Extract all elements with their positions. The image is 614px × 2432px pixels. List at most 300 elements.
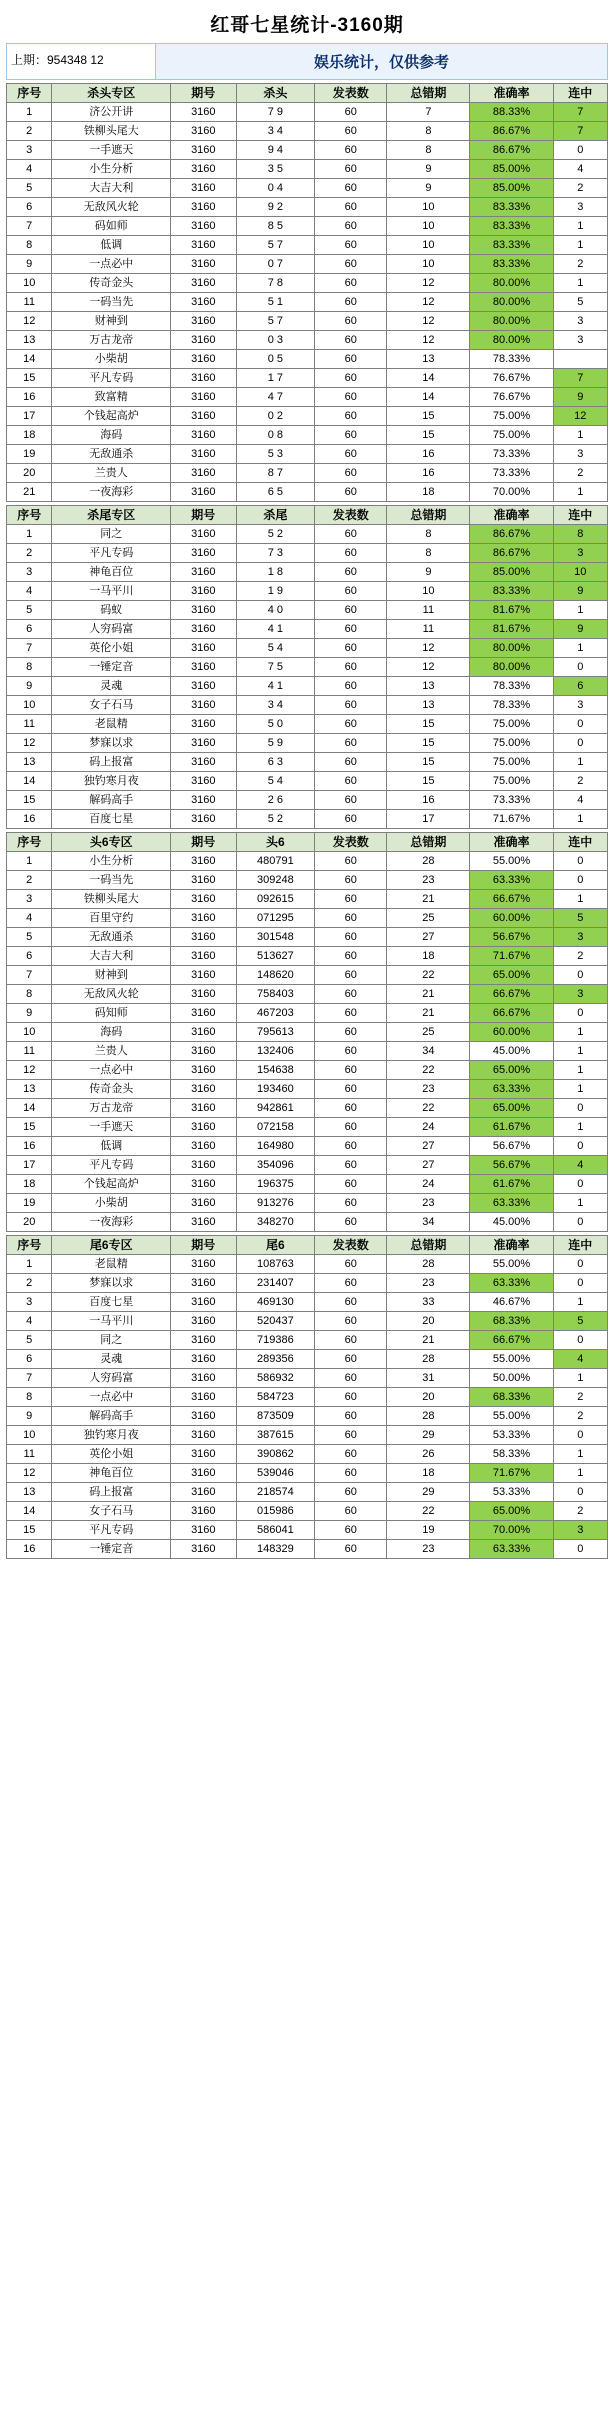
cell-3: 289356 — [236, 1350, 315, 1369]
cell-3: 7 9 — [236, 103, 315, 122]
cell-1: 英伦小姐 — [52, 1445, 171, 1464]
column-header: 序号 — [7, 833, 52, 852]
cell-0: 9 — [7, 255, 52, 274]
cell-7: 1 — [553, 639, 607, 658]
cell-0: 4 — [7, 909, 52, 928]
cell-5: 23 — [387, 1194, 470, 1213]
cell-7: 1 — [553, 753, 607, 772]
cell-1: 大吉大利 — [52, 947, 171, 966]
cell-2: 3160 — [171, 445, 236, 464]
cell-4: 60 — [315, 1350, 387, 1369]
cell-2: 3160 — [171, 1004, 236, 1023]
cell-2: 3160 — [171, 620, 236, 639]
cell-6: 73.33% — [470, 445, 553, 464]
cell-6: 45.00% — [470, 1213, 553, 1232]
cell-5: 13 — [387, 696, 470, 715]
cell-6: 70.00% — [470, 1521, 553, 1540]
cell-1: 铁柳头尾大 — [52, 122, 171, 141]
column-header: 序号 — [7, 84, 52, 103]
cell-3: 4 7 — [236, 388, 315, 407]
table-row — [7, 1118, 608, 1137]
cell-4: 60 — [315, 1175, 387, 1194]
cell-1: 兰贵人 — [52, 464, 171, 483]
table-row — [7, 1213, 608, 1232]
cell-3: 196375 — [236, 1175, 315, 1194]
cell-5: 21 — [387, 1004, 470, 1023]
page-title: 红哥七星统计-3160期 — [210, 15, 404, 36]
table-row — [7, 658, 608, 677]
cell-6: 80.00% — [470, 658, 553, 677]
cell-1: 无敌风火轮 — [52, 985, 171, 1004]
cell-7: 1 — [553, 1369, 607, 1388]
cell-6: 88.33% — [470, 103, 553, 122]
cell-3: 5 0 — [236, 715, 315, 734]
cell-5: 22 — [387, 1099, 470, 1118]
table-row — [7, 1175, 608, 1194]
column-header: 期号 — [171, 506, 236, 525]
cell-1: 码蚁 — [52, 601, 171, 620]
cell-4: 60 — [315, 1521, 387, 1540]
cell-0: 7 — [7, 639, 52, 658]
cell-7: 0 — [553, 1099, 607, 1118]
cell-0: 10 — [7, 1023, 52, 1042]
cell-3: 539046 — [236, 1464, 315, 1483]
cell-4: 60 — [315, 677, 387, 696]
cell-2: 3160 — [171, 871, 236, 890]
cell-4: 60 — [315, 1061, 387, 1080]
cell-3: 0 5 — [236, 350, 315, 369]
cell-5: 7 — [387, 103, 470, 122]
cell-2: 3160 — [171, 1213, 236, 1232]
cell-4: 60 — [315, 928, 387, 947]
cell-1: 码知师 — [52, 1004, 171, 1023]
table-row — [7, 1023, 608, 1042]
cell-3: 0 4 — [236, 179, 315, 198]
cell-7: 1 — [553, 1194, 607, 1213]
cell-3: 480791 — [236, 852, 315, 871]
cell-1: 码上报富 — [52, 753, 171, 772]
cell-4: 60 — [315, 293, 387, 312]
cell-7: 0 — [553, 1540, 607, 1559]
cell-6: 80.00% — [470, 312, 553, 331]
cell-5: 10 — [387, 236, 470, 255]
cell-4: 60 — [315, 350, 387, 369]
cell-3: 7 8 — [236, 274, 315, 293]
cell-0: 9 — [7, 1004, 52, 1023]
summary-bar — [6, 43, 608, 80]
last-period-info: 上期：954348 12 — [7, 44, 156, 79]
statistics-tables — [6, 83, 608, 1559]
cell-2: 3160 — [171, 426, 236, 445]
cell-3: 2 6 — [236, 791, 315, 810]
cell-3: 390862 — [236, 1445, 315, 1464]
cell-7: 7 — [553, 122, 607, 141]
cell-0: 13 — [7, 331, 52, 350]
column-header: 连中 — [553, 1236, 607, 1255]
cell-1: 一点必中 — [52, 1388, 171, 1407]
cell-7: 9 — [553, 582, 607, 601]
column-header: 总错期 — [387, 84, 470, 103]
cell-5: 12 — [387, 331, 470, 350]
table-row — [7, 620, 608, 639]
table-row — [7, 1521, 608, 1540]
cell-5: 25 — [387, 1023, 470, 1042]
table-row — [7, 947, 608, 966]
cell-2: 3160 — [171, 293, 236, 312]
cell-5: 8 — [387, 122, 470, 141]
cell-4: 60 — [315, 1023, 387, 1042]
cell-2: 3160 — [171, 852, 236, 871]
cell-4: 60 — [315, 1293, 387, 1312]
table-header-row — [7, 833, 608, 852]
cell-0: 3 — [7, 1293, 52, 1312]
cell-1: 女子石马 — [52, 1502, 171, 1521]
cell-1: 传奇金头 — [52, 274, 171, 293]
cell-2: 3160 — [171, 1255, 236, 1274]
table-row — [7, 1540, 608, 1559]
cell-3: 154638 — [236, 1061, 315, 1080]
cell-4: 60 — [315, 483, 387, 502]
cell-6: 75.00% — [470, 734, 553, 753]
cell-2: 3160 — [171, 1194, 236, 1213]
cell-1: 万古龙帝 — [52, 331, 171, 350]
cell-6: 55.00% — [470, 1350, 553, 1369]
cell-2: 3160 — [171, 909, 236, 928]
cell-7: 0 — [553, 141, 607, 160]
column-header: 序号 — [7, 506, 52, 525]
cell-5: 12 — [387, 312, 470, 331]
cell-3: 9 4 — [236, 141, 315, 160]
cell-5: 29 — [387, 1483, 470, 1502]
cell-4: 60 — [315, 122, 387, 141]
cell-1: 一点必中 — [52, 1061, 171, 1080]
cell-5: 21 — [387, 985, 470, 1004]
cell-1: 神龟百位 — [52, 1464, 171, 1483]
cell-1: 低调 — [52, 236, 171, 255]
column-header: 发表数 — [315, 506, 387, 525]
cell-6: 56.67% — [470, 1137, 553, 1156]
cell-6: 61.67% — [470, 1118, 553, 1137]
cell-0: 5 — [7, 179, 52, 198]
cell-4: 60 — [315, 1255, 387, 1274]
cell-7: 4 — [553, 160, 607, 179]
cell-0: 6 — [7, 620, 52, 639]
cell-7: 1 — [553, 1023, 607, 1042]
cell-2: 3160 — [171, 464, 236, 483]
cell-5: 31 — [387, 1369, 470, 1388]
cell-5: 15 — [387, 772, 470, 791]
table-row — [7, 407, 608, 426]
cell-3: 795613 — [236, 1023, 315, 1042]
cell-2: 3160 — [171, 601, 236, 620]
cell-0: 14 — [7, 1099, 52, 1118]
cell-0: 19 — [7, 445, 52, 464]
cell-5: 22 — [387, 966, 470, 985]
cell-6: 55.00% — [470, 852, 553, 871]
cell-1: 灵魂 — [52, 1350, 171, 1369]
cell-7: 3 — [553, 198, 607, 217]
stats-table — [6, 83, 608, 502]
table-row — [7, 563, 608, 582]
cell-0: 18 — [7, 1175, 52, 1194]
column-header: 头6专区 — [52, 833, 171, 852]
cell-0: 3 — [7, 563, 52, 582]
cell-4: 60 — [315, 1445, 387, 1464]
cell-1: 老鼠精 — [52, 715, 171, 734]
cell-6: 85.00% — [470, 563, 553, 582]
table-row — [7, 331, 608, 350]
cell-6: 76.67% — [470, 388, 553, 407]
cell-2: 3160 — [171, 1312, 236, 1331]
cell-7: 2 — [553, 464, 607, 483]
cell-4: 60 — [315, 160, 387, 179]
cell-0: 12 — [7, 734, 52, 753]
cell-2: 3160 — [171, 255, 236, 274]
cell-2: 3160 — [171, 141, 236, 160]
cell-7: 3 — [553, 312, 607, 331]
cell-2: 3160 — [171, 122, 236, 141]
cell-3: 913276 — [236, 1194, 315, 1213]
cell-4: 60 — [315, 909, 387, 928]
cell-1: 海码 — [52, 1023, 171, 1042]
table-row — [7, 544, 608, 563]
cell-0: 11 — [7, 1445, 52, 1464]
table-row — [7, 483, 608, 502]
cell-1: 平凡专码 — [52, 369, 171, 388]
cell-2: 3160 — [171, 1369, 236, 1388]
cell-7: 0 — [553, 658, 607, 677]
cell-0: 8 — [7, 985, 52, 1004]
cell-0: 6 — [7, 198, 52, 217]
cell-0: 2 — [7, 122, 52, 141]
cell-2: 3160 — [171, 985, 236, 1004]
cell-2: 3160 — [171, 1080, 236, 1099]
cell-2: 3160 — [171, 1042, 236, 1061]
cell-4: 60 — [315, 544, 387, 563]
cell-4: 60 — [315, 445, 387, 464]
cell-5: 16 — [387, 464, 470, 483]
cell-0: 1 — [7, 103, 52, 122]
cell-1: 小柴胡 — [52, 350, 171, 369]
cell-2: 3160 — [171, 483, 236, 502]
table-row — [7, 255, 608, 274]
cell-3: 469130 — [236, 1293, 315, 1312]
cell-1: 一马平川 — [52, 582, 171, 601]
column-header: 尾6 — [236, 1236, 315, 1255]
cell-3: 1 8 — [236, 563, 315, 582]
cell-1: 小生分析 — [52, 160, 171, 179]
cell-4: 60 — [315, 1042, 387, 1061]
cell-1: 济公开讲 — [52, 103, 171, 122]
table-row — [7, 1293, 608, 1312]
cell-2: 3160 — [171, 928, 236, 947]
table-header-row — [7, 506, 608, 525]
cell-5: 9 — [387, 160, 470, 179]
cell-2: 3160 — [171, 331, 236, 350]
table-row — [7, 312, 608, 331]
cell-7: 1 — [553, 890, 607, 909]
column-header: 尾6专区 — [52, 1236, 171, 1255]
column-header: 期号 — [171, 84, 236, 103]
column-header: 总错期 — [387, 506, 470, 525]
column-header: 总错期 — [387, 1236, 470, 1255]
cell-0: 1 — [7, 1255, 52, 1274]
cell-4: 60 — [315, 871, 387, 890]
cell-4: 60 — [315, 525, 387, 544]
column-header: 发表数 — [315, 833, 387, 852]
cell-7: 5 — [553, 909, 607, 928]
cell-5: 8 — [387, 525, 470, 544]
table-row — [7, 141, 608, 160]
cell-5: 10 — [387, 255, 470, 274]
cell-5: 18 — [387, 947, 470, 966]
cell-0: 8 — [7, 658, 52, 677]
cell-0: 20 — [7, 1213, 52, 1232]
cell-3: 1 7 — [236, 369, 315, 388]
cell-0: 7 — [7, 966, 52, 985]
cell-3: 218574 — [236, 1483, 315, 1502]
cell-7: 3 — [553, 985, 607, 1004]
cell-6: 66.67% — [470, 985, 553, 1004]
cell-6: 80.00% — [470, 274, 553, 293]
cell-0: 14 — [7, 772, 52, 791]
cell-7: 1 — [553, 1042, 607, 1061]
cell-7: 1 — [553, 483, 607, 502]
table-row — [7, 236, 608, 255]
cell-1: 梦寐以求 — [52, 734, 171, 753]
cell-3: 148620 — [236, 966, 315, 985]
cell-7: 1 — [553, 274, 607, 293]
cell-1: 小柴胡 — [52, 1194, 171, 1213]
cell-1: 无敌风火轮 — [52, 198, 171, 217]
cell-2: 3160 — [171, 1118, 236, 1137]
table-row — [7, 928, 608, 947]
cell-7: 1 — [553, 1445, 607, 1464]
cell-5: 26 — [387, 1445, 470, 1464]
cell-4: 60 — [315, 753, 387, 772]
cell-5: 14 — [387, 369, 470, 388]
cell-0: 15 — [7, 791, 52, 810]
cell-3: 467203 — [236, 1004, 315, 1023]
table-row — [7, 1137, 608, 1156]
cell-1: 一手遮天 — [52, 1118, 171, 1137]
cell-2: 3160 — [171, 1445, 236, 1464]
table-row — [7, 639, 608, 658]
cell-4: 60 — [315, 388, 387, 407]
table-row — [7, 871, 608, 890]
cell-5: 23 — [387, 1540, 470, 1559]
column-header: 连中 — [553, 506, 607, 525]
cell-4: 60 — [315, 947, 387, 966]
cell-4: 60 — [315, 852, 387, 871]
cell-5: 34 — [387, 1213, 470, 1232]
cell-7: 2 — [553, 1502, 607, 1521]
cell-0: 16 — [7, 1540, 52, 1559]
cell-0: 20 — [7, 464, 52, 483]
cell-3: 5 1 — [236, 293, 315, 312]
cell-6: 61.67% — [470, 1175, 553, 1194]
cell-4: 60 — [315, 1407, 387, 1426]
cell-7: 0 — [553, 852, 607, 871]
table-row — [7, 985, 608, 1004]
cell-6: 53.33% — [470, 1426, 553, 1445]
cell-3: 4 0 — [236, 601, 315, 620]
cell-4: 60 — [315, 966, 387, 985]
cell-0: 2 — [7, 871, 52, 890]
cell-4: 60 — [315, 810, 387, 829]
cell-3: 5 9 — [236, 734, 315, 753]
cell-3: 015986 — [236, 1502, 315, 1521]
cell-0: 1 — [7, 525, 52, 544]
cell-6: 63.33% — [470, 1274, 553, 1293]
cell-6: 83.33% — [470, 217, 553, 236]
cell-7: 7 — [553, 103, 607, 122]
cell-2: 3160 — [171, 1521, 236, 1540]
table-row — [7, 1483, 608, 1502]
cell-2: 3160 — [171, 1156, 236, 1175]
table-row — [7, 198, 608, 217]
cell-6: 75.00% — [470, 715, 553, 734]
cell-6: 86.67% — [470, 122, 553, 141]
cell-2: 3160 — [171, 772, 236, 791]
cell-1: 传奇金头 — [52, 1080, 171, 1099]
cell-0: 16 — [7, 1137, 52, 1156]
cell-4: 60 — [315, 1080, 387, 1099]
cell-1: 兰贵人 — [52, 1042, 171, 1061]
cell-5: 17 — [387, 810, 470, 829]
cell-6: 71.67% — [470, 947, 553, 966]
cell-1: 一码当先 — [52, 871, 171, 890]
column-header: 发表数 — [315, 1236, 387, 1255]
cell-6: 75.00% — [470, 772, 553, 791]
cell-3: 108763 — [236, 1255, 315, 1274]
cell-6: 71.67% — [470, 1464, 553, 1483]
column-header: 杀尾 — [236, 506, 315, 525]
cell-6: 45.00% — [470, 1042, 553, 1061]
cell-7: 0 — [553, 871, 607, 890]
cell-5: 18 — [387, 483, 470, 502]
cell-3: 586932 — [236, 1369, 315, 1388]
column-header: 杀头 — [236, 84, 315, 103]
cell-7: 3 — [553, 928, 607, 947]
cell-7: 12 — [553, 407, 607, 426]
column-header: 连中 — [553, 833, 607, 852]
cell-2: 3160 — [171, 1388, 236, 1407]
cell-3: 3 4 — [236, 696, 315, 715]
column-header: 序号 — [7, 1236, 52, 1255]
cell-0: 9 — [7, 1407, 52, 1426]
cell-2: 3160 — [171, 1175, 236, 1194]
table-row — [7, 696, 608, 715]
table-row — [7, 1407, 608, 1426]
cell-3: 301548 — [236, 928, 315, 947]
table-row — [7, 464, 608, 483]
cell-2: 3160 — [171, 1023, 236, 1042]
table-row — [7, 122, 608, 141]
cell-0: 10 — [7, 696, 52, 715]
cell-3: 584723 — [236, 1388, 315, 1407]
cell-0: 6 — [7, 1350, 52, 1369]
cell-5: 11 — [387, 620, 470, 639]
table-row — [7, 1312, 608, 1331]
cell-3: 5 7 — [236, 236, 315, 255]
table-row — [7, 217, 608, 236]
cell-7: 9 — [553, 388, 607, 407]
cell-1: 一锤定音 — [52, 658, 171, 677]
cell-4: 60 — [315, 1274, 387, 1293]
cell-5: 29 — [387, 1426, 470, 1445]
column-header: 连中 — [553, 84, 607, 103]
